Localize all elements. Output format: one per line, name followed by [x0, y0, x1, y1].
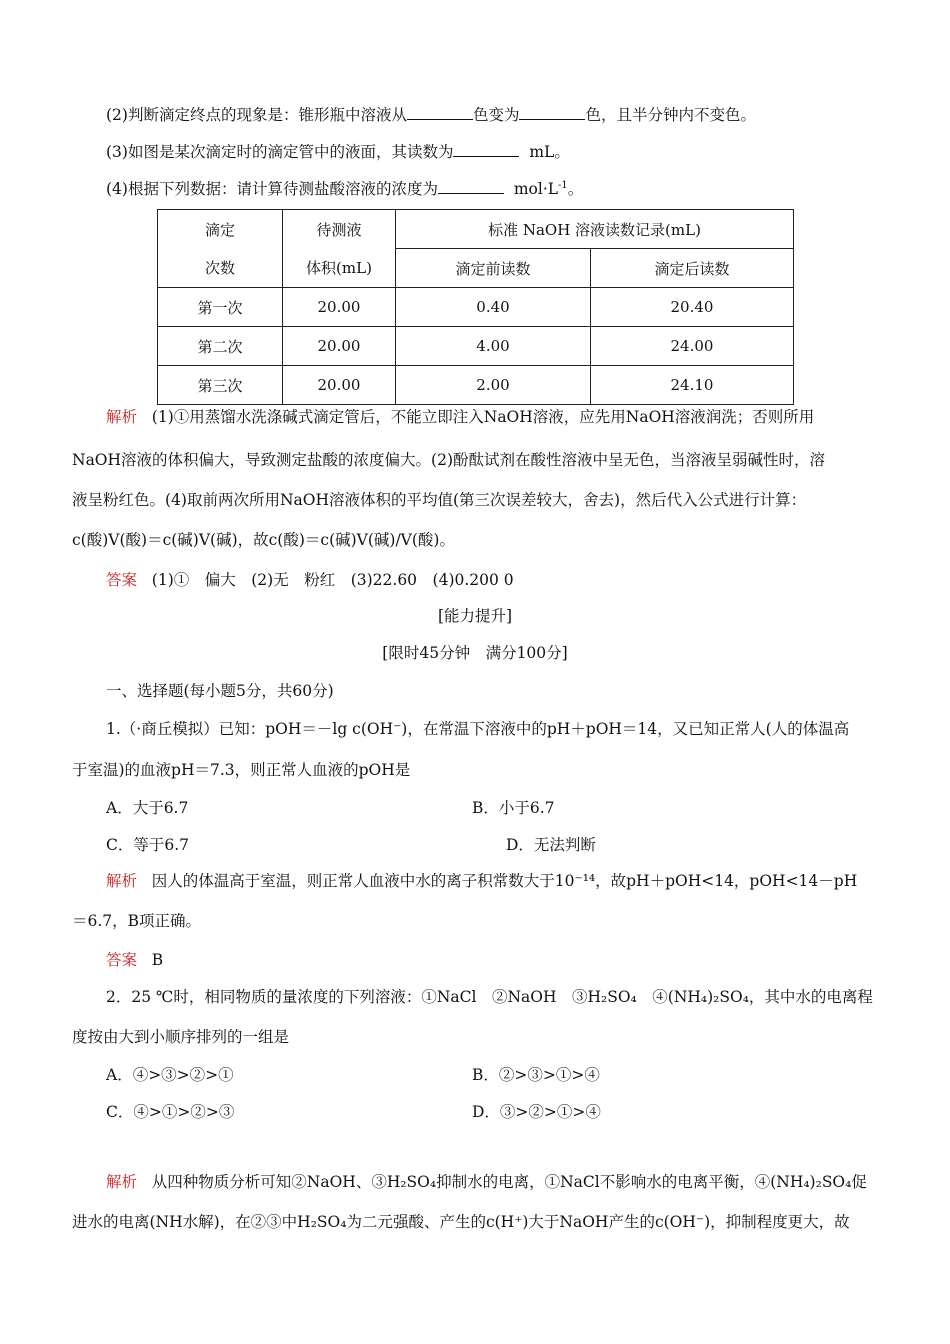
- q2-text: (2)判断滴定终点的现象是：锥形瓶中溶液从: [106, 106, 407, 124]
- answer-2-line: 答案 B: [106, 951, 164, 969]
- section-limit: [限时45分钟 满分100分]: [382, 644, 568, 662]
- question-2-line: [106, 103, 756, 125]
- q4-text: 。: [567, 180, 584, 198]
- q1-line-1: 1.（·商丘模拟）已知：pOH＝－lg c(OH⁻)，在常温下溶液中的pH＋pOH＝14，又已知正常人(人的体温高: [106, 720, 850, 738]
- table-row: 第三次 20.00 2.00 24.10: [158, 366, 794, 405]
- q3-unit: mL。: [529, 143, 570, 161]
- q4-unit: mol·L: [513, 180, 559, 198]
- analysis-label: 解析: [106, 1173, 138, 1191]
- titration-data-table: [157, 209, 794, 405]
- q2-text: 色变为: [472, 106, 520, 124]
- answer-blank: [519, 118, 585, 120]
- q2b-option-a: A．④>③>②>①: [106, 1066, 234, 1084]
- header-trial: 滴定 次数: [158, 210, 283, 288]
- header-before: 滴定前读数: [396, 249, 591, 288]
- q2b-option-d: D．③>②>①>④: [472, 1103, 601, 1121]
- q2b-line-2: 度按由大到小顺序排列的一组是: [72, 1028, 290, 1046]
- q4-unit-exp: -1: [558, 179, 568, 191]
- header-volume: 待测液 体积(mL): [283, 210, 396, 288]
- q1-option-c: C．等于6.7: [106, 836, 190, 854]
- analysis-1-line-2: NaOH溶液的体积偏大，导致测定盐酸的浓度偏大。(2)酚酞试剂在酸性溶液中呈无色，当溶液呈弱碱性时，溶: [72, 451, 825, 469]
- q4-text: (4)根据下列数据：请计算待测盐酸溶液的浓度为: [106, 180, 438, 198]
- answer-blank: [438, 192, 504, 194]
- analysis-1-line-1: 解析 (1)①用蒸馏水洗涤碱式滴定管后，不能立即注入NaOH溶液，应先用NaOH溶液润洗；否则所用: [106, 408, 815, 426]
- q2b-line-1: 2．25 ℃时，相同物质的量浓度的下列溶液：①NaCl ②NaOH ③H₂SO₄ ④(NH₄)₂SO₄，其中水的电离程: [106, 988, 873, 1006]
- analysis-2-line-2: ＝6.7，B项正确。: [72, 912, 202, 930]
- header-naoh: 标准 NaOH 溶液读数记录(mL): [396, 210, 794, 249]
- section-title: [能力提升]: [437, 607, 513, 625]
- table-row: 第二次 20.00 4.00 24.00: [158, 327, 794, 366]
- analysis-1-line-3: 液呈粉红色。(4)取前两次所用NaOH溶液体积的平均值(第三次误差较大，舍去)，然后代入公式进行计算：: [72, 491, 807, 509]
- analysis-3-line-1: 解析 从四种物质分析可知②NaOH、③H₂SO₄抑制水的电离，①NaCl不影响水的电离平衡，④(NH₄)₂SO₄促: [106, 1173, 867, 1191]
- analysis-2-line-1: 解析 因人的体温高于室温，则正常人血液中水的离子积常数大于10⁻¹⁴，故pH＋pOH<14，pOH<14－pH: [106, 872, 858, 890]
- q1-line-2: 于室温)的血液pH＝7.3，则正常人血液的pOH是: [72, 761, 411, 779]
- q2-text: 色，且半分钟内不变色。: [585, 106, 756, 124]
- analysis-1-line-4: c(酸)V(酸)＝c(碱)V(碱)，故c(酸)＝c(碱)V(碱)/V(酸)。: [72, 531, 455, 549]
- answer-label: 答案: [106, 571, 138, 589]
- header-after: 滴定后读数: [591, 249, 794, 288]
- analysis-label: 解析: [106, 408, 138, 426]
- question-4-line: [106, 177, 583, 199]
- table-row: 第一次 20.00 0.40 20.40: [158, 288, 794, 327]
- part-heading: 一、选择题(每小题5分，共60分): [106, 682, 334, 700]
- question-3-line: [106, 140, 570, 162]
- q1-option-d: D．无法判断: [506, 836, 596, 854]
- answer-1-line: 答案 (1)① 偏大 (2)无 粉红 (3)22.60 (4)0.200 0: [106, 571, 514, 589]
- analysis-3-line-2: 进水的电离(NH水解)，在②③中H₂SO₄为二元强酸、产生的c(H⁺)大于NaOH产生的c(OH⁻)，抑制程度更大，故: [72, 1213, 850, 1231]
- q3-text: (3)如图是某次滴定时的滴定管中的液面，其读数为: [106, 143, 454, 161]
- q1-option-b: B．小于6.7: [472, 799, 555, 817]
- q1-option-a: A．大于6.7: [106, 799, 189, 817]
- analysis-label: 解析: [106, 872, 138, 890]
- answer-blank: [453, 155, 519, 157]
- q2b-option-c: C．④>①>②>③: [106, 1103, 235, 1121]
- q2b-option-b: B．②>③>①>④: [472, 1066, 600, 1084]
- answer-blank: [407, 118, 473, 120]
- answer-label: 答案: [106, 951, 138, 969]
